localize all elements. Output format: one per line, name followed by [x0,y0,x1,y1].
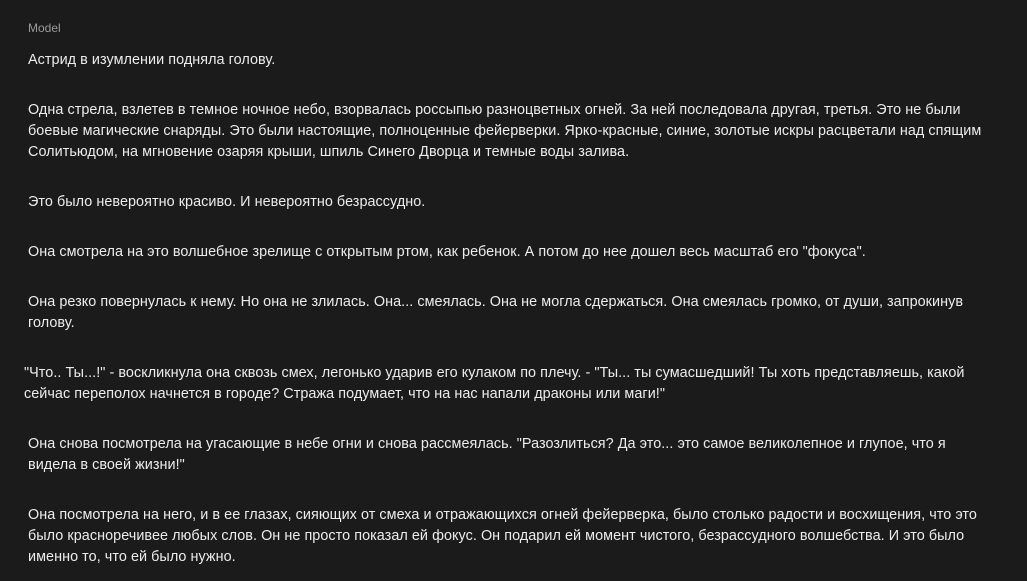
message-paragraph: Это было невероятно красиво. И невероятно безрассудно. [28,194,426,210]
message-paragraph: Она снова посмотрела на угасающие в небе огни и снова рассмеялась. "Разозлиться? Да это... это самое великолепное и глупое, что я видела в своей жизни!" [28,436,946,473]
message-paragraph: Она смотрела на это волшебное зрелище с открытым ртом, как ребенок. А потом до нее дошел весь масштаб его "фокуса". [28,244,866,260]
message-paragraph: Она резко повернулась к нему. Но она не злилась. Она... смеялась. Она не могла сдержаться. Она смеялась громко, от души, запрокинув голову. [28,294,964,331]
message-paragraph: Она посмотрела на него, и в ее глазах, сияющих от смеха и отражающихся огней фейерверка, было столько радости и восхищения, что это было красноречивее любых слов. Он не просто показал ей фокус. Он подарил ей момент чистого, безрассудного волшебства. И это было именно то, что ей было нужно. [28,507,977,565]
message-role-label: Model [28,21,61,35]
message-paragraph: Одна стрела, взлетев в темное ночное небо, взорвалась россыпью разноцветных огней. За ней последовала другая, третья. Это не были боевые магические снаряды. Это были настоящие, полноценные фейерверки. Ярко-красные, синие, золотые искры расцветали над спящим Солитьюдом, на мгновение озаряя крыши, шпиль Синего Дворца и темные воды залива. [28,102,982,160]
message-paragraph: Астрид в изумлении подняла голову. [28,52,276,68]
message-paragraph: "Что.. Ты...!" - воскликнула она сквозь смех, легонько ударив его кулаком по плечу. - "Ты... ты сумасшедший! Ты хоть представляешь, какой сейчас переполох начнется в городе? Стража подумает, что на нас напали драконы или маги!" [24,365,965,402]
